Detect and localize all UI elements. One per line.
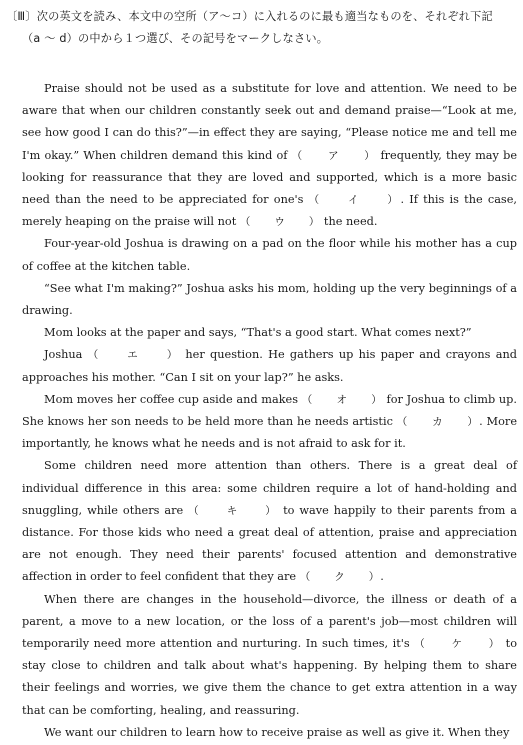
passage-paragraph — [22, 233, 517, 277]
answer-blank: （ ク ） — [299, 571, 381, 584]
answer-blank: （ イ ） — [308, 194, 401, 207]
passage-text: to wave happily to their parents from a distance. For those kids who need a great deal of attention, praise and appreciation are not enough. They need their parents' focused attention and demonstrative affection in order to feel confident that they are — [22, 503, 517, 584]
passage-text: Four-year-old Joshua is drawing on a pad on the floor while his mother has a cup of coffee at the kitchen table. — [22, 237, 517, 273]
answer-blank: （ オ ） — [301, 393, 383, 406]
answer-blank: （ ウ ） — [239, 216, 321, 229]
passage-text: When there are changes in the household—divorce, the illness or death of a parent, a move to a new location, or the loss of a parent's job—most children will temporarily need more attention and nurturing. In such times, it's — [22, 592, 517, 651]
answer-blank: （ カ ） — [396, 416, 480, 429]
passage-text: . More importantly, he knows what he needs and is not afraid to ask for it. — [22, 415, 518, 451]
passage-paragraph — [22, 344, 517, 388]
reading-passage — [22, 78, 517, 744]
answer-blank: （ エ ） — [87, 349, 181, 362]
passage-paragraph — [22, 589, 517, 722]
answer-blank: （ ケ ） — [414, 638, 502, 651]
answer-blank: （ キ ） — [188, 504, 279, 517]
passage-text: Mom looks at the paper and says, “That's a good start. What comes next?” — [44, 326, 472, 340]
passage-text: We want our children to learn how to receive praise as well as give it. When they — [44, 725, 510, 739]
passage-text: Praise should not be used as a substitute for love and attention. We need to be aware that when our children constantly seek out and demand praise—“Look at me, see how good I can do this?”—in effect they are saying, “Please notice me and tell me I'm okay.” When children demand this kind of — [22, 82, 517, 162]
passage-text: Some children need more attention than others. There is a great deal of individual difference in this area: some children require a lot of hand-holding and snuggling, while others are — [22, 459, 517, 517]
passage-text: . If this is the case, merely heaping on the praise will not — [22, 193, 518, 229]
question-instruction — [6, 6, 516, 50]
passage-text: . — [380, 570, 384, 584]
passage-paragraph — [22, 722, 517, 744]
instruction-line-2: （a ～ d）の中から１つ選び、その記号をマークしなさい。 — [22, 32, 329, 45]
passage-text: for Joshua to climb up. She knows her son needs to be held more than he needs artistic — [22, 392, 517, 429]
passage-paragraph — [22, 278, 517, 322]
passage-paragraph — [22, 389, 517, 456]
instruction-line-1: 〔Ⅲ〕次の英文を読み、本文中の空所（ア～コ）に入れるのに最も適当なものを、それぞれ下記 — [6, 10, 493, 23]
passage-text: frequently, they may be looking for reassurance that they are loved and supported, which is a more basic need than the need to be appreciated for one's — [22, 148, 518, 207]
passage-text: to stay close to children and talk about what's happening. By helping them to share their feelings and worries, we give them the chance to get extra attention in a way that can be comforting, healing, and reassuring. — [22, 637, 518, 717]
passage-text: Joshua — [44, 348, 88, 362]
passage-paragraph — [22, 322, 517, 344]
answer-blank: （ ア ） — [291, 149, 377, 162]
passage-paragraph — [22, 78, 517, 233]
passage-text: “See what I'm making?” Joshua asks his mom, holding up the very beginnings of a drawing. — [22, 281, 517, 318]
passage-text: the need. — [320, 215, 378, 229]
passage-text: Mom moves her coffee cup aside and makes — [44, 392, 302, 406]
passage-paragraph — [22, 455, 517, 588]
passage-text: her question. He gathers up his paper and crayons and approaches his mother. “Can I sit on your lap?” he asks. — [22, 348, 517, 384]
